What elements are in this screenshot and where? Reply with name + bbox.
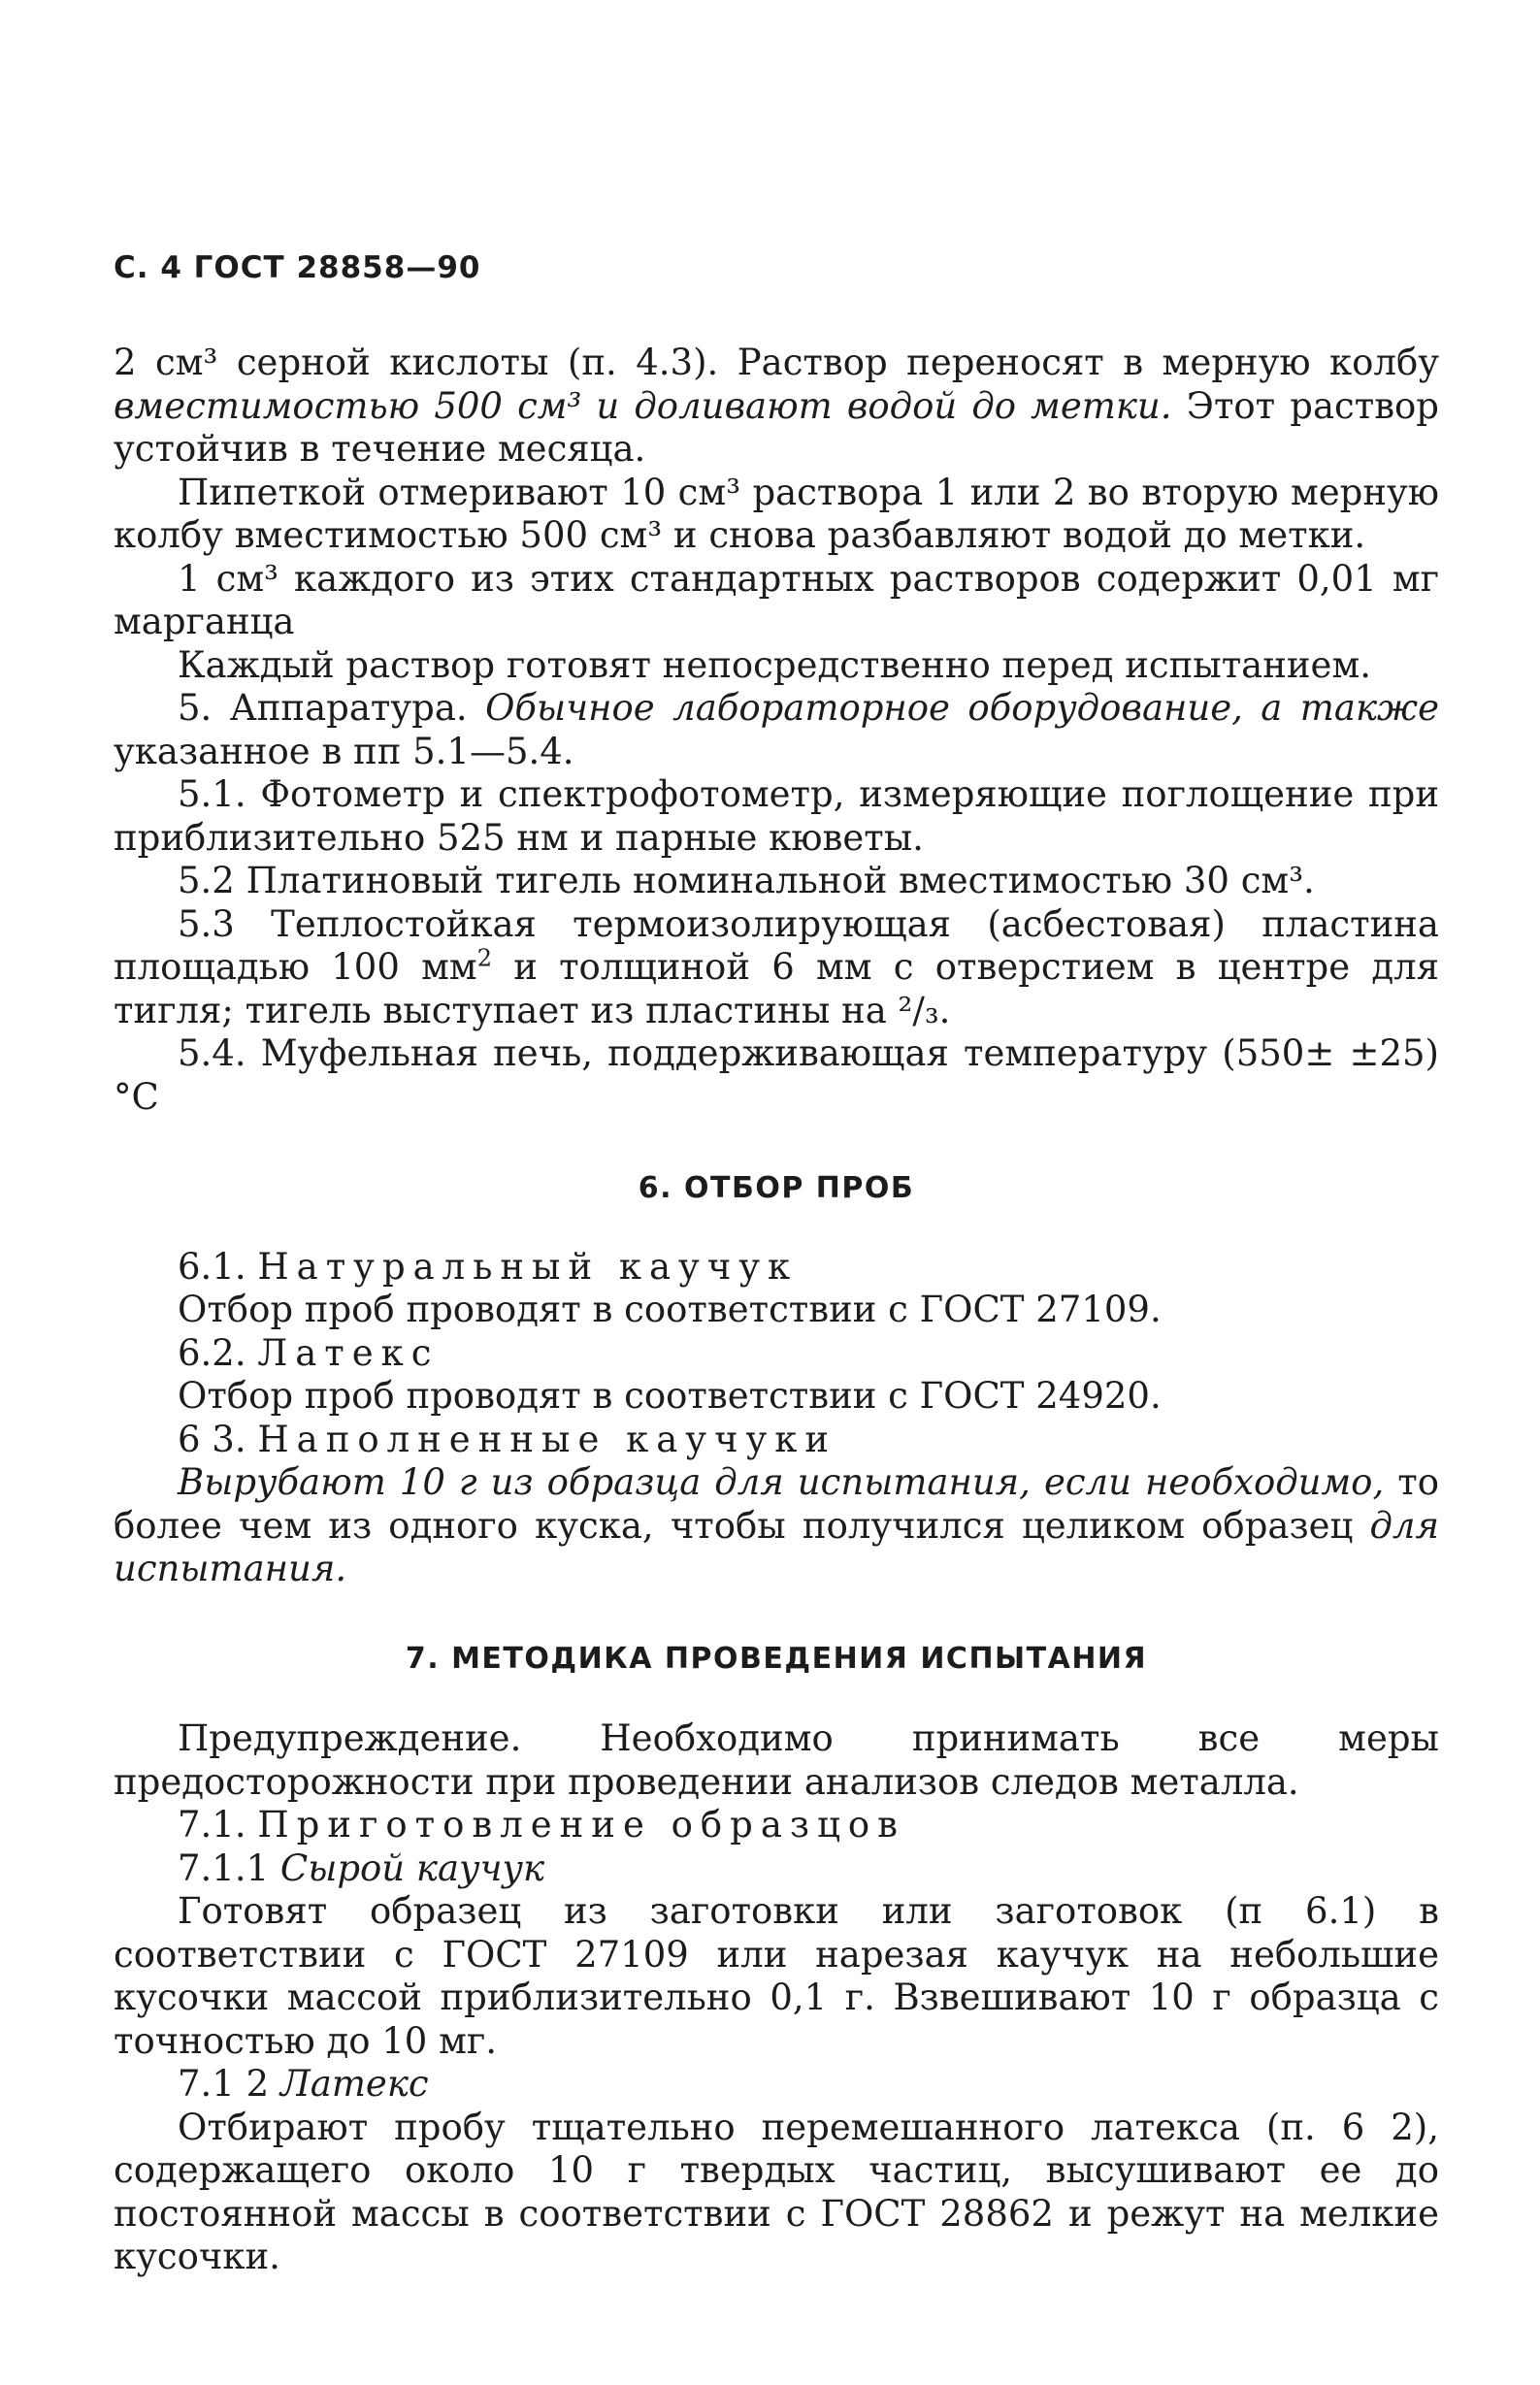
item-5-2: 5.2 Платиновый тигель номинальной вместимостью 30 см³. bbox=[178, 860, 1315, 901]
standard-solution-paragraph: 1 см³ каждого из этих стандартных растворов содержит 0,01 мг марганца bbox=[114, 557, 1439, 642]
preparation-note: Каждый раствор готовят непосредственно перед испытанием. bbox=[178, 643, 1371, 686]
item-5-1: 5.1. Фотометр и спектрофотометр, измеряющие поглощение при приблизительно 525 нм и парные кюветы. bbox=[114, 773, 1439, 859]
section-7-title: 7. МЕТОДИКА ПРОВЕДЕНИЯ ИСПЫТАНИЯ bbox=[405, 1641, 1148, 1676]
subsection-6-1-text: Отбор проб проводят в соответствии с ГОСТ 27109. bbox=[178, 1289, 1162, 1330]
subsection-7-1-2-text: Отбирают пробу тщательно перемешанного латекса (п. 6 2), содержащего около 10 г твердых частиц, высушивают ее до постоянной массы в соответствии с ГОСТ 28862 и режут на мелкие кусочки. bbox=[114, 2106, 1439, 2277]
section-5-heading: 5. Аппаратура. Обычное лабораторное оборудование, а также указанное в пп 5.1—5.4. bbox=[114, 687, 1439, 772]
subsection-7-1: 7.1. Приготовление образцов bbox=[178, 1804, 905, 1846]
item-5-4: 5.4. Муфельная печь, поддерживающая температуру (550± ±25)°С bbox=[114, 1032, 1439, 1118]
section-6-title: 6. ОТБОР ПРОБ bbox=[638, 1171, 915, 1205]
intro-paragraph: 2 см³ серной кислоты (п. 4.3). Раствор переносят в мерную колбу вместимостью 500 см³ и доливают водой до метки. Этот раствор устойчив в течение месяца. bbox=[114, 342, 1439, 470]
body-text bbox=[114, 342, 1439, 2279]
pipette-paragraph: Пипеткой отмеривают 10 см³ раствора 1 или 2 во вторую мерную колбу вместимостью 500 см³ и снова разбавляют водой до метки. bbox=[114, 471, 1439, 556]
subsection-6-1: 6.1. Натуральный каучук bbox=[178, 1245, 799, 1288]
subsection-7-1-1: 7.1.1 Сырой каучук bbox=[178, 1846, 545, 1889]
subsection-6-3: 6 3. Наполненные каучуки bbox=[178, 1418, 837, 1460]
subsection-6-2: 6.2. Латекс bbox=[178, 1331, 440, 1374]
subsection-6-2-text: Отбор проб проводят в соответствии с ГОСТ 24920. bbox=[178, 1375, 1162, 1417]
page-header: С. 4 ГОСТ 28858—90 bbox=[114, 250, 481, 285]
item-5-3: 5.3 Теплостойкая термоизолирующая (асбестовая) пластина площадью 100 $мм^2$ и толщиной 6 мм с отверстием в центре для тигля; тигель выступает из пластины на ²/₃. bbox=[114, 902, 1439, 1031]
subsection-6-3-text: Вырубают 10 г из образца для испытания, если необходимо, то более чем из одного куска, чтобы получился целиком образец для испытания. bbox=[114, 1461, 1439, 1589]
subsection-7-1-1-text: Готовят образец из заготовки или заготовок (п 6.1) в соответствии с ГОСТ 27109 или нарезая каучук на небольшие кусочки массой приблизительно 0,1 г. Взвешивают 10 г образца с точностью до 10 мг. bbox=[114, 1890, 1439, 2062]
subsection-7-1-2: 7.1 2 Латекс bbox=[178, 2063, 429, 2105]
warning-paragraph: Предупреждение. Необходимо принимать все меры предосторожности при проведении анализов следов металла. bbox=[114, 1717, 1439, 1803]
